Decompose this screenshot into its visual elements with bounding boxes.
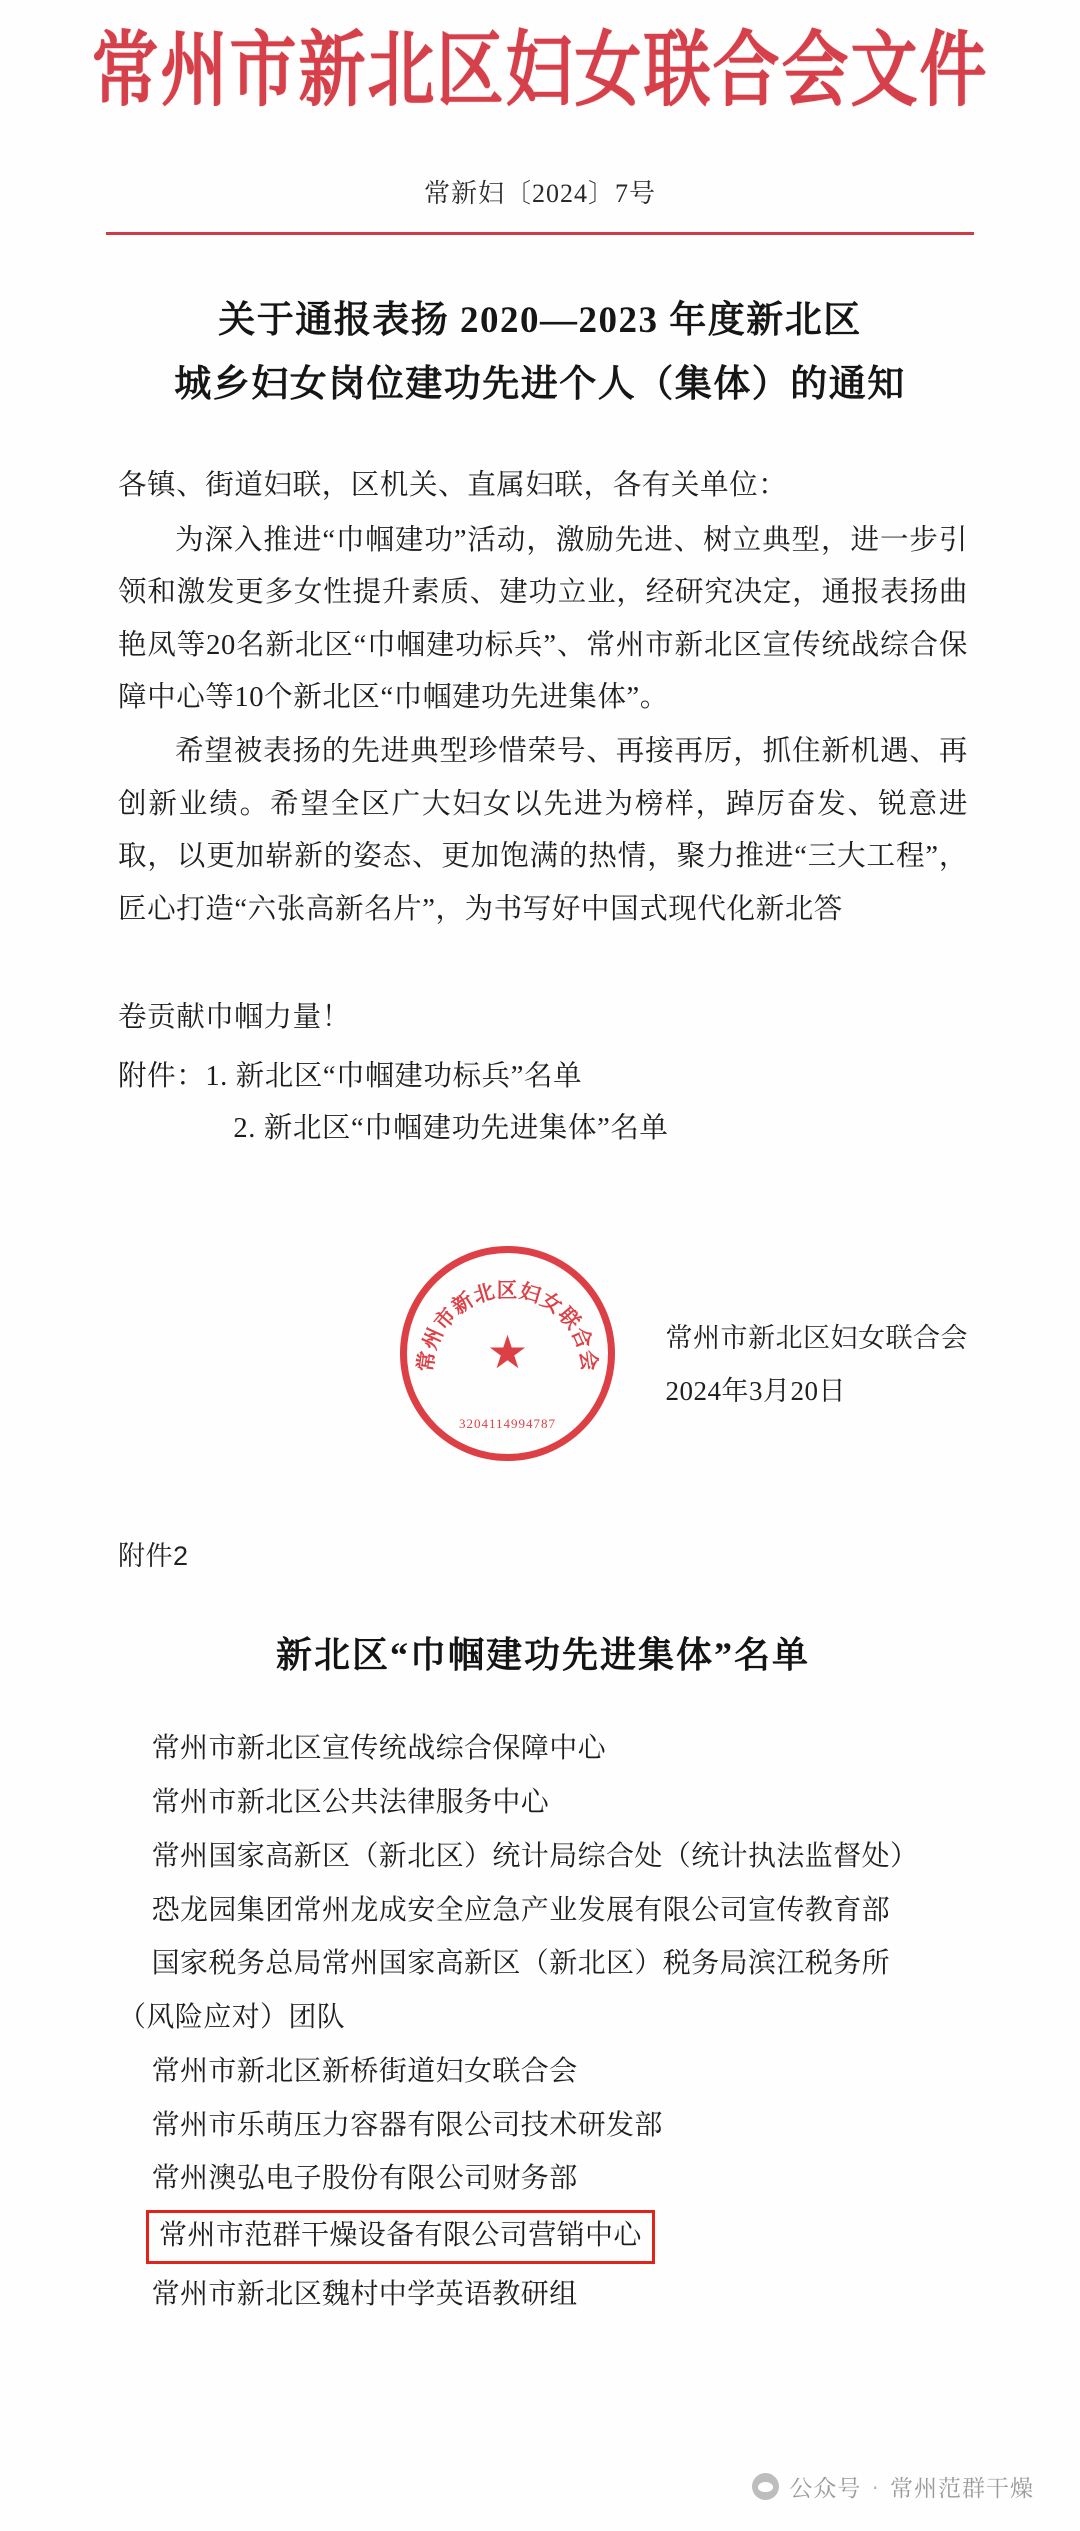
inline-attachment-text-2: 新北区“巾帼建功先进集体”名单 [263,1112,669,1144]
seal-bottom-code: 3204114994787 [458,1416,557,1432]
list-item: 常州市新北区公共法律服务中心 [151,1787,550,1819]
list-item: 恐龙园集团常州龙成安全应急产业发展有限公司宣传教育部 [151,1894,890,1926]
body-salutation: 各镇、街道妇联，区机关、直属妇联，各有关单位： [118,470,788,502]
body-paragraph-1: 为深入推进“巾帼建功”活动，激励先进、树立典型，进一步引领和激发更多女性提升素质、建功立业，经研究决定，通报表扬曲艳凤等20名新北区“巾帼建功标兵”、常州市新北区宣传统战综合保障中心等10个新北区“巾帼建功先进集体”。 [118,524,968,714]
list-item-continuation: （风险应对）团队 [118,2002,346,2034]
official-seal-icon [400,1246,615,1461]
collective-list [118,1722,968,2322]
inline-attachment-text-1: 新北区“巾帼建功标兵”名单 [235,1060,583,1092]
inline-attachment-list [0,1051,1080,1155]
inline-attachment-row-1 [118,1051,1080,1103]
watermark-account-name: 常州范群干燥 [890,2475,1034,2501]
doc-number: 常新妇〔2024〕7号 [423,179,656,209]
seal-inner-ring [407,1253,608,1454]
list-item: 常州市新北区新桥街道妇女联合会 [151,2055,578,2087]
seal-arc-text [407,1253,608,1454]
attachment-2-section [0,1534,1080,2322]
body-paragraph-2: 希望被表扬的先进典型珍惜荣号、再接再厉，抓住新机遇、再创新业绩。希望全区广大妇女以先进为榜样，踔厉奋发、锐意进取，以更加崭新的姿态、更加饱满的热情，聚力推进“三大工程”，匠心打造“六张高新名片”，为书写好中国式现代化新北答 [118,736,968,925]
list-item: 常州国家高新区（新北区）统计局综合处（统计执法监督处） [151,1840,919,1872]
signature-area [0,1246,1080,1456]
letterhead-title: 常州市新北区妇女联合会文件 [91,26,989,117]
doc-number-container [0,173,1080,210]
list-item: 常州澳弘电子股份有限公司财务部 [151,2163,578,2195]
list-item: 常州市新北区宣传统战综合保障中心 [151,1733,606,1765]
wechat-icon [752,2473,779,2500]
letterhead [0,0,1080,117]
watermark-separator: · [871,2473,880,2499]
body-spacer [118,936,968,992]
body-paragraph-3: 卷贡献巾帼力量！ [118,1002,351,1034]
signature-organization: 常州市新北区妇女联合会 [665,1323,968,1354]
document-title-line-1: 关于通报表扬 2020—2023 年度新北区 [218,300,862,342]
document-title [0,289,1080,416]
red-divider-rule [106,232,974,235]
highlighted-list-row [118,2206,968,2268]
watermark-prefix: 公众号 [789,2475,862,2501]
inline-attachment-num-2: 2. [233,1112,256,1144]
document-title-line-2: 城乡妇女岗位建功先进个人（集体）的通知 [174,363,906,405]
list-item: 国家税务总局常州国家高新区（新北区）税务局滨江税务所 [151,1948,890,1980]
signature-date: 2024年3月20日 [665,1376,846,1407]
list-item-highlighted: 常州市范群干燥设备有限公司营销中心 [146,2210,655,2264]
inline-attachment-row-2 [118,1103,1080,1155]
footer-watermark [752,2470,1034,2503]
seal-star-icon: ★ [486,1326,529,1378]
seal-arc-label: 常州市新北区妇女联合会 [415,1280,600,1374]
attachment-title: 新北区“巾帼建功先进集体”名单 [275,1635,810,1676]
inline-attachment-label: 附件： [118,1060,206,1092]
svg-text:常州市新北区妇女联合会 [413,1279,602,1373]
attachment-tag: 附件2 [118,1541,189,1572]
list-item: 常州市乐萌压力容器有限公司技术研发部 [151,2109,663,2141]
document-body [0,460,1080,1044]
signature-block [666,1312,969,1417]
list-item: 常州市新北区魏村中学英语教研组 [151,2279,578,2311]
inline-attachment-num-1: 1. [205,1060,228,1092]
